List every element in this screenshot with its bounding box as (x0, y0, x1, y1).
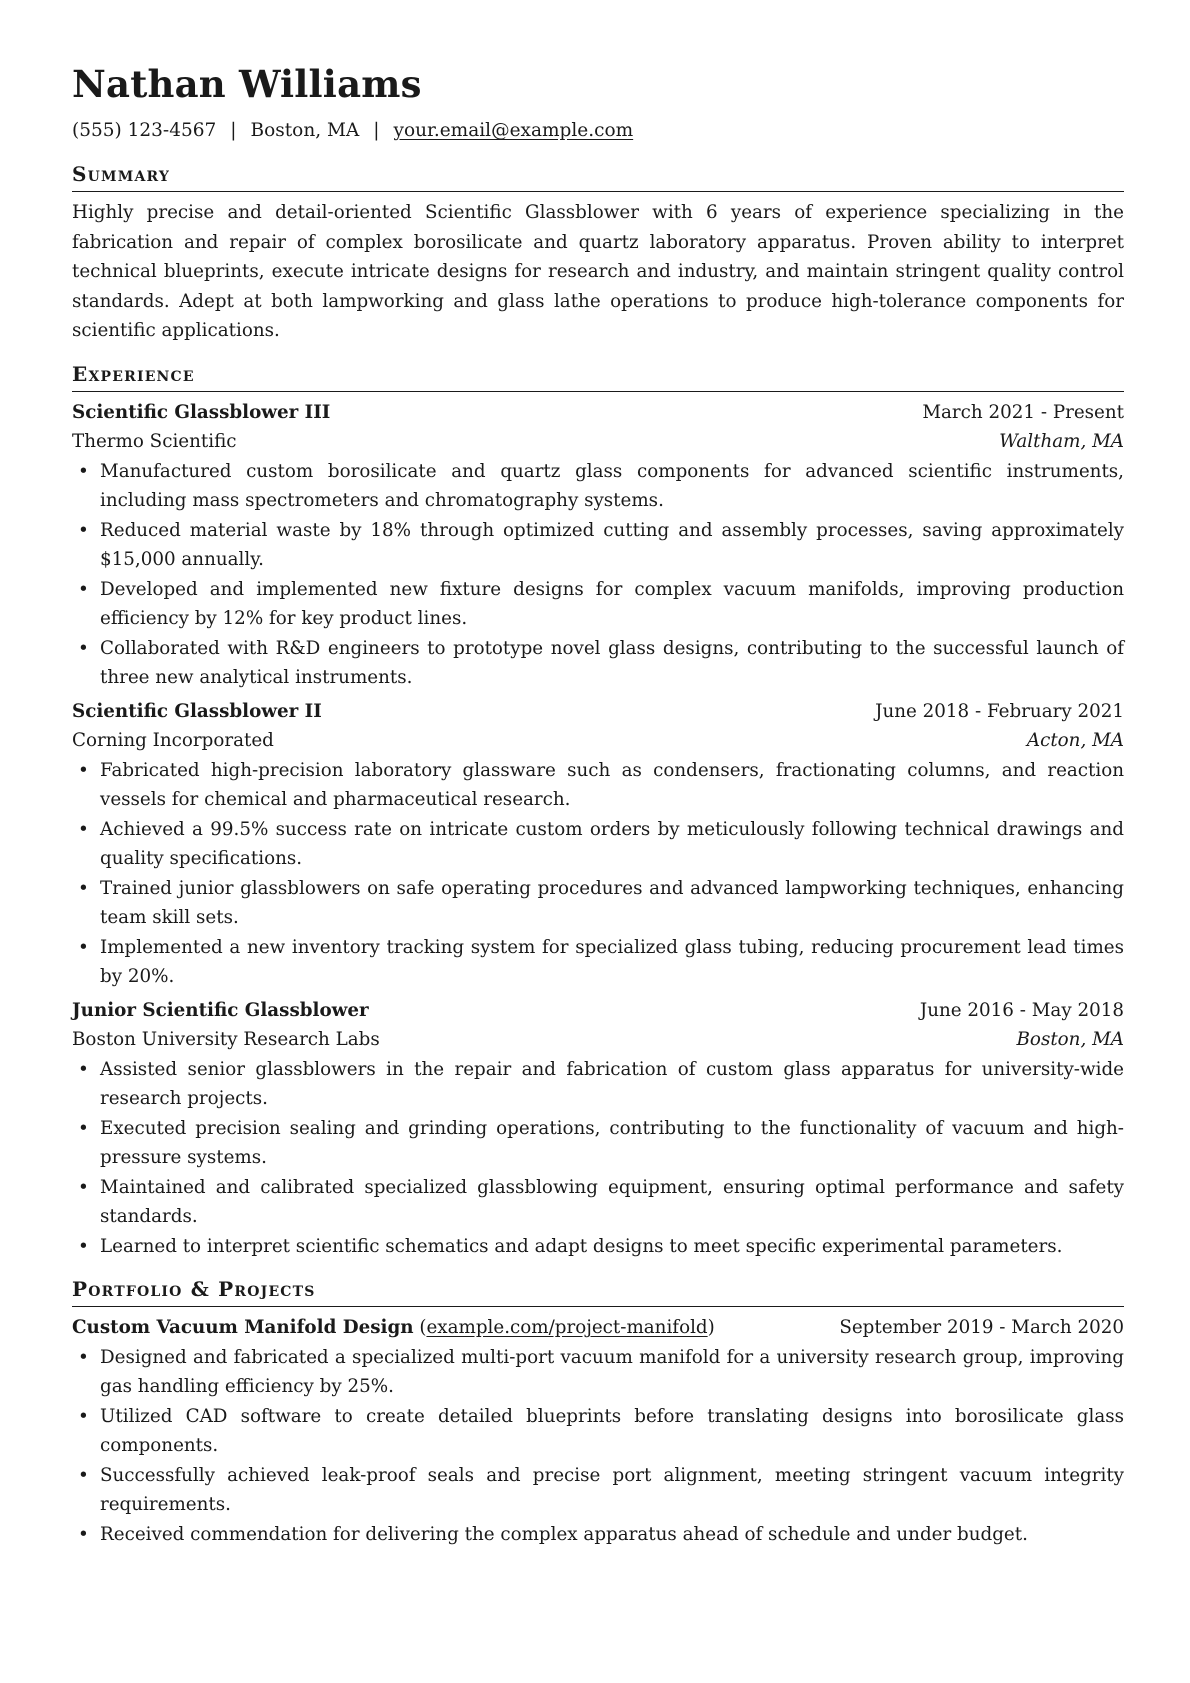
project-header-row (72, 1313, 1124, 1343)
job-location: Boston, MA (1016, 1029, 1124, 1050)
job-bullets (72, 457, 1124, 693)
project-heading (72, 1313, 715, 1343)
project-dates: September 2019 - March 2020 (839, 1317, 1124, 1338)
job-title: Scientific Glassblower III (72, 401, 331, 423)
job-company-row (72, 427, 1124, 457)
link-open-paren: ( (413, 1317, 427, 1338)
candidate-name: Nathan Williams (72, 62, 422, 106)
job-bullets (72, 1055, 1124, 1262)
company-name: Boston University Research Labs (72, 1029, 380, 1050)
bullet-item: • Assisted senior glassblowers in the repair and fabrication of custom glass apparatus for university-wide research projects. (72, 1055, 1124, 1114)
job-header-row (72, 697, 1124, 727)
job-dates: June 2016 - May 2018 (919, 999, 1124, 1021)
company-name: Corning Incorporated (72, 730, 274, 751)
experience-section (72, 360, 1124, 1262)
job-title: Junior Scientific Glassblower (72, 999, 369, 1021)
section-title-experience: Experience (72, 360, 1124, 392)
email-link[interactable]: your.email@example.com (393, 120, 634, 141)
job-bullets (72, 756, 1124, 992)
bullet-item: • Manufactured custom borosilicate and quartz glass components for advanced scientific instruments, including mass spectrometers and chromatography systems. (72, 457, 1124, 516)
bullet-item: • Developed and implemented new fixture designs for complex vacuum manifolds, improving production efficiency by 12% for key product lines. (72, 575, 1124, 634)
bullet-item: • Utilized CAD software to create detailed blueprints before translating designs into borosilicate glass components. (72, 1402, 1124, 1461)
job-entry (72, 398, 1124, 693)
bullet-item: • Fabricated high-precision laboratory glassware such as condensers, fractionating columns, and reaction vessels for chemical and pharmaceutical research. (72, 756, 1124, 815)
bullet-item: • Successfully achieved leak-proof seals and precise port alignment, meeting stringent vacuum integrity requirements. (72, 1461, 1124, 1520)
bullet-item: • Maintained and calibrated specialized glassblowing equipment, ensuring optimal performance and safety standards. (72, 1173, 1124, 1232)
company-name: Thermo Scientific (72, 431, 237, 452)
bullet-item: • Designed and fabricated a specialized multi-port vacuum manifold for a university research group, improving gas handling efficiency by 25%. (72, 1343, 1124, 1402)
bullet-item: • Implemented a new inventory tracking system for specialized glass tubing, reducing procurement lead times by 20%. (72, 933, 1124, 992)
bullet-item: • Achieved a 99.5% success rate on intricate custom orders by meticulously following technical drawings and quality specifications. (72, 815, 1124, 874)
bullet-item: • Learned to interpret scientific schematics and adapt designs to meet specific experimental parameters. (72, 1232, 1124, 1262)
project-title: Custom Vacuum Manifold Design (72, 1317, 414, 1338)
project-entry (72, 1313, 1124, 1549)
job-title: Scientific Glassblower II (72, 700, 322, 722)
contact-line (72, 116, 1124, 146)
job-entry (72, 697, 1124, 992)
phone-number: (555) 123-4567 (72, 120, 217, 141)
job-company-row (72, 1025, 1124, 1055)
bullet-item: • Trained junior glassblowers on safe operating procedures and advanced lampworking techniques, enhancing team skill sets. (72, 874, 1124, 933)
job-location: Waltham, MA (999, 431, 1124, 452)
location-text: Boston, MA (250, 120, 360, 141)
job-header-row (72, 996, 1124, 1026)
job-dates: March 2021 - Present (922, 401, 1124, 423)
bullet-item: • Collaborated with R&D engineers to prototype novel glass designs, contributing to the successful launch of three new analytical instruments. (72, 634, 1124, 693)
job-location: Acton, MA (1026, 730, 1124, 751)
contact-separator: | (373, 120, 380, 141)
projects-section (72, 1275, 1124, 1549)
summary-section (72, 160, 1124, 346)
project-bullets (72, 1343, 1124, 1550)
job-entry (72, 996, 1124, 1262)
contact-separator: | (230, 120, 237, 141)
job-company-row (72, 726, 1124, 756)
section-title-summary: Summary (72, 160, 1124, 192)
bullet-item: • Reduced material waste by 18% through optimized cutting and assembly processes, saving approximately $15,000 annually. (72, 516, 1124, 575)
project-link[interactable]: example.com/project-manifold (426, 1317, 708, 1338)
section-title-projects: Portfolio & Projects (72, 1275, 1124, 1307)
bullet-item: • Executed precision sealing and grinding operations, contributing to the functionality of vacuum and high-pressure systems. (72, 1114, 1124, 1173)
link-close-paren: ) (707, 1317, 715, 1338)
bullet-item: • Received commendation for delivering the complex apparatus ahead of schedule and under budget. (72, 1520, 1124, 1550)
job-dates: June 2018 - February 2021 (875, 700, 1124, 722)
summary-text: Highly precise and detail-oriented Scientific Glassblower with 6 years of experience specializing in the fabrication and repair of complex borosilicate and quartz laboratory apparatus. Proven ability to interpret technical blueprints, execute intricate designs for research and industry, and maintain stringent quality control standards. Adept at both lampworking and glass lathe operations to produce high-tolerance components for scientific applications. (72, 202, 1124, 341)
job-header-row (72, 398, 1124, 428)
